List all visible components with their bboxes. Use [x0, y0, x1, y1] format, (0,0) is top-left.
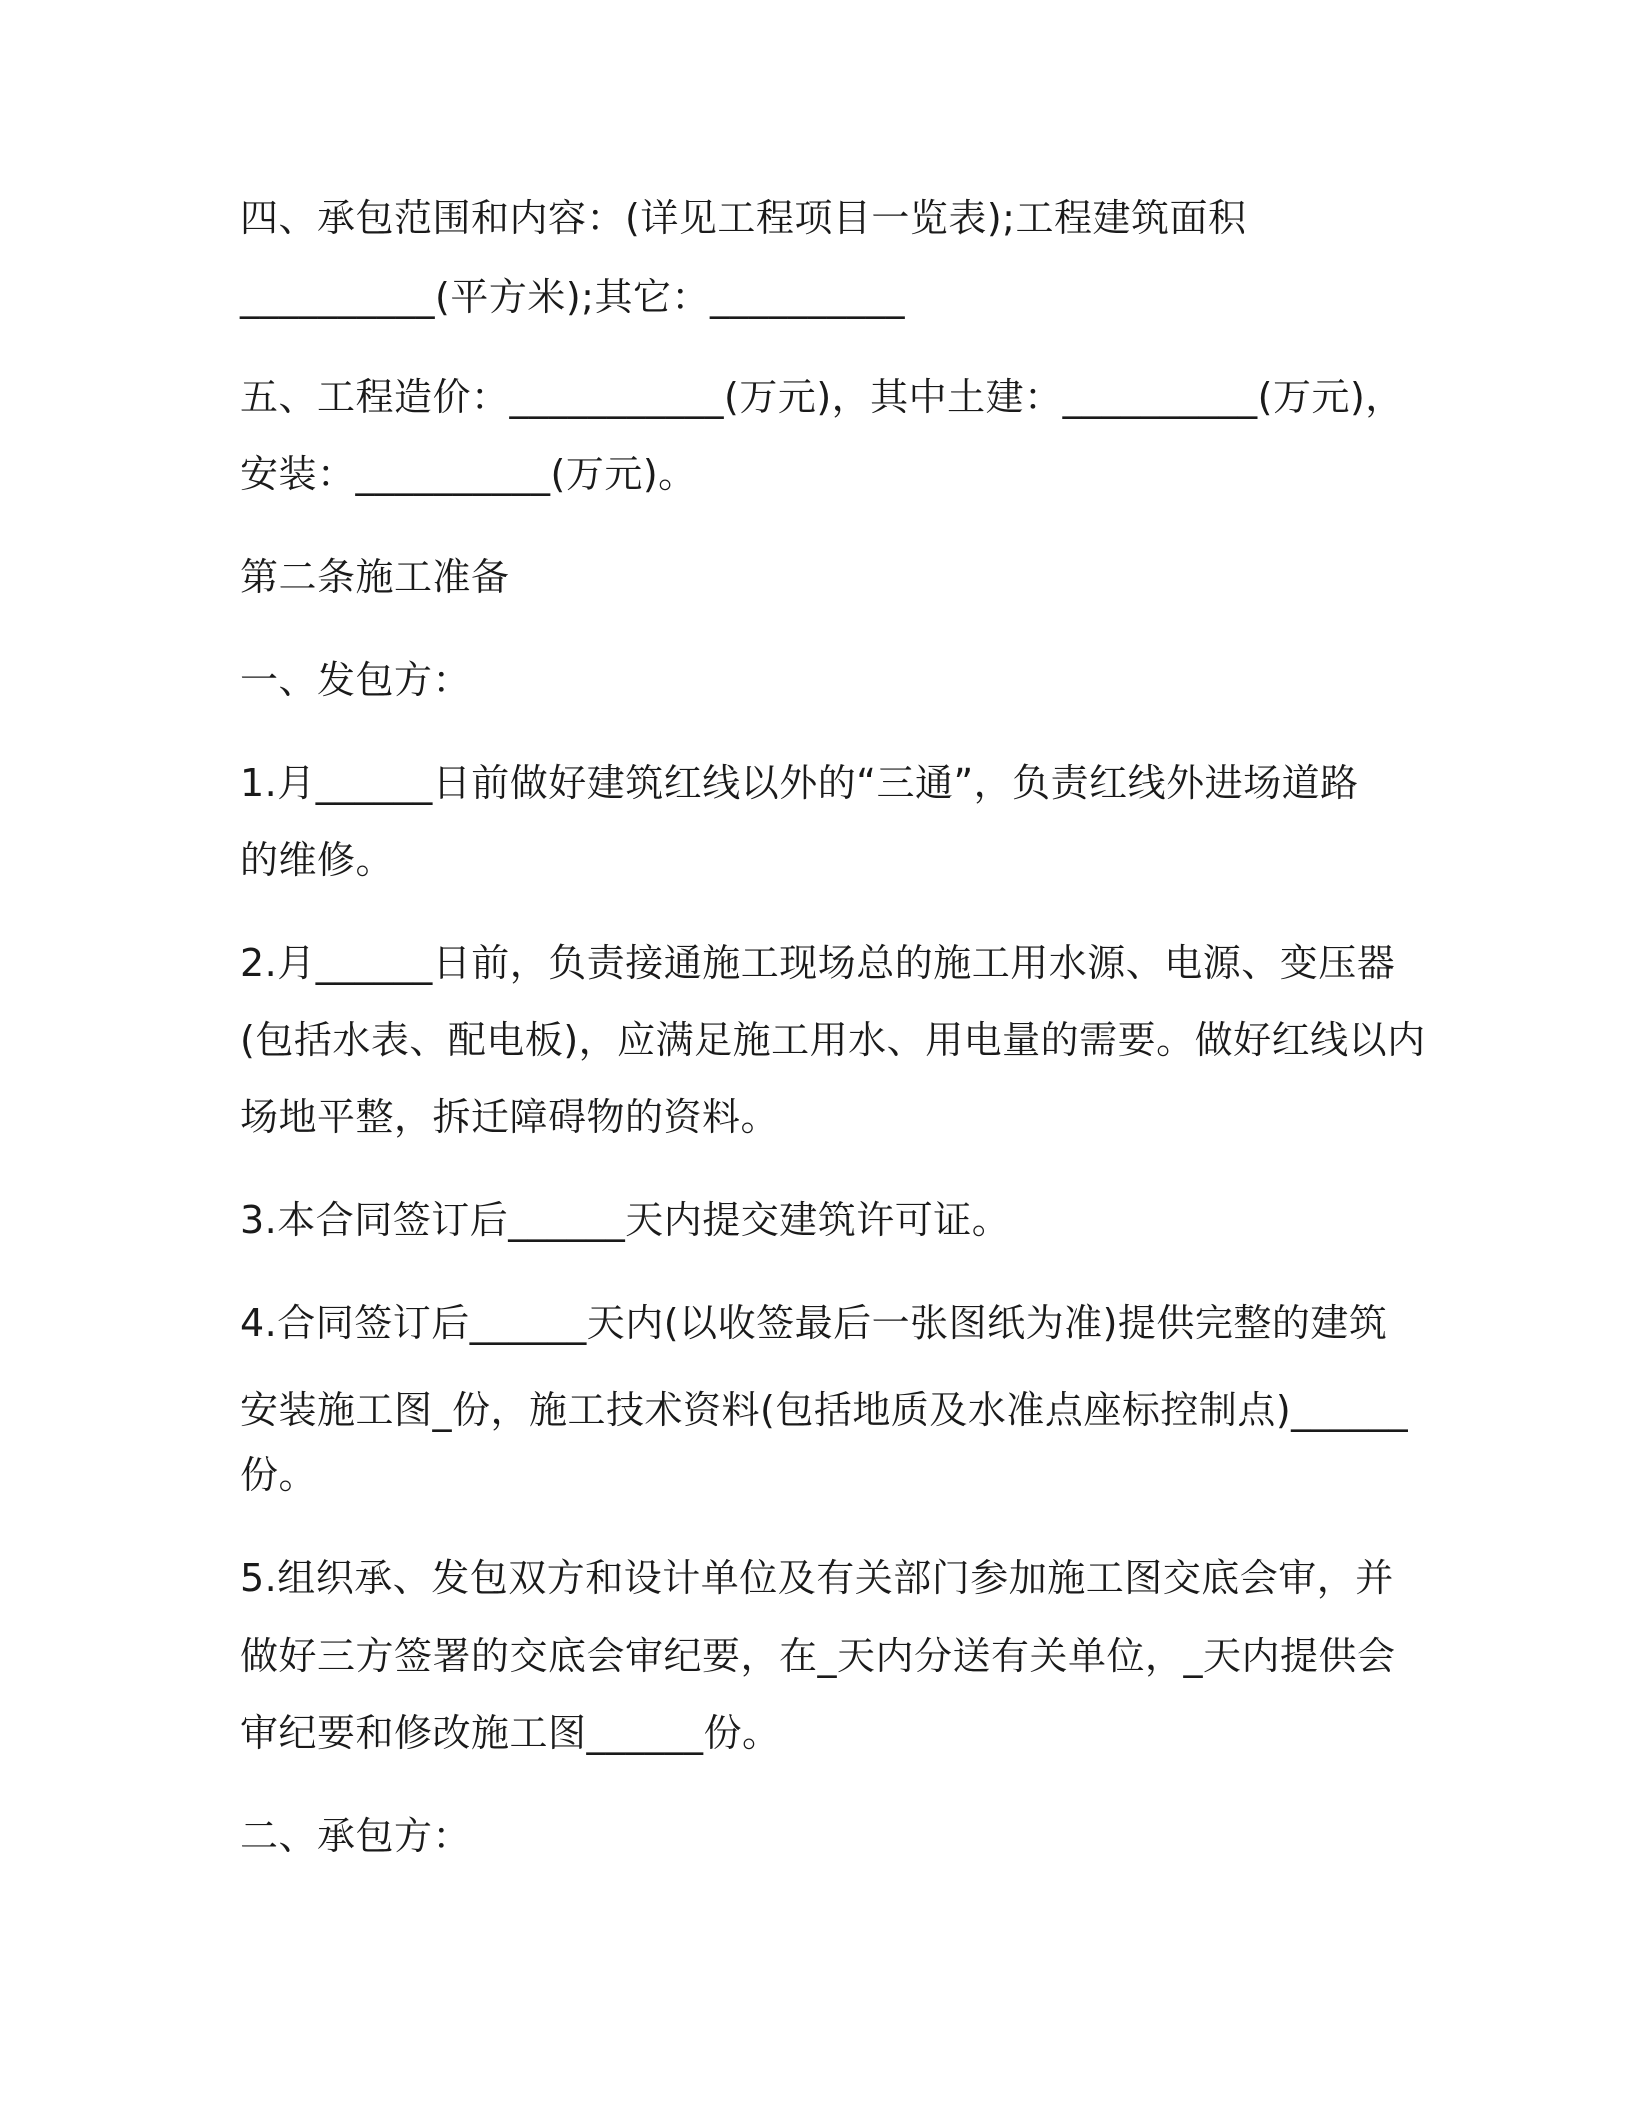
item-5-line-2: 做好三方签署的交底会审纪要，在_天内分送有关单位，_天内提供会 — [240, 1634, 1396, 1678]
clause-5-price-line-2: 安装：__________(万元)。 — [240, 452, 697, 496]
item-4-line-2: 安装施工图_份，施工技术资料(包括地质及水准点座标控制点)______ — [240, 1388, 1409, 1432]
item-5-line-3: 审纪要和修改施工图______份。 — [240, 1711, 781, 1755]
section-employer-heading: 一、发包方： — [240, 658, 472, 702]
item-3-line-1: 3.本合同签订后______天内提交建筑许可证。 — [240, 1198, 1011, 1242]
clause-5-price-line-1: 五、工程造价：___________(万元)，其中土建：__________(万元)， — [240, 375, 1404, 419]
item-2-line-2: (包括水表、配电板)，应满足施工用水、用电量的需要。做好红线以内 — [240, 1018, 1426, 1062]
clause-4-scope-line-2: __________(平方米);其它：__________ — [240, 275, 905, 319]
item-2-line-1: 2.月______日前，负责接通施工现场总的施工用水源、电源、变压器 — [240, 941, 1396, 985]
section-contractor-heading: 二、承包方： — [240, 1814, 472, 1858]
clause-4-scope-line-1: 四、承包范围和内容：(详见工程项目一览表);工程建筑面积 — [240, 196, 1247, 240]
item-2-line-3: 场地平整，拆迁障碍物的资料。 — [240, 1095, 780, 1139]
item-5-line-1: 5.组织承、发包双方和设计单位及有关部门参加施工图交底会审，并 — [240, 1556, 1394, 1600]
item-1-line-2: 的维修。 — [240, 838, 395, 882]
article-2-heading: 第二条施工准备 — [240, 555, 510, 599]
item-4-line-1: 4.合同签订后______天内(以收签最后一张图纸为准)提供完整的建筑 — [240, 1301, 1388, 1345]
item-1-line-1: 1.月______日前做好建筑红线以外的“三通”，负责红线外进场道路 — [240, 761, 1359, 805]
item-4-line-3: 份。 — [240, 1453, 318, 1497]
